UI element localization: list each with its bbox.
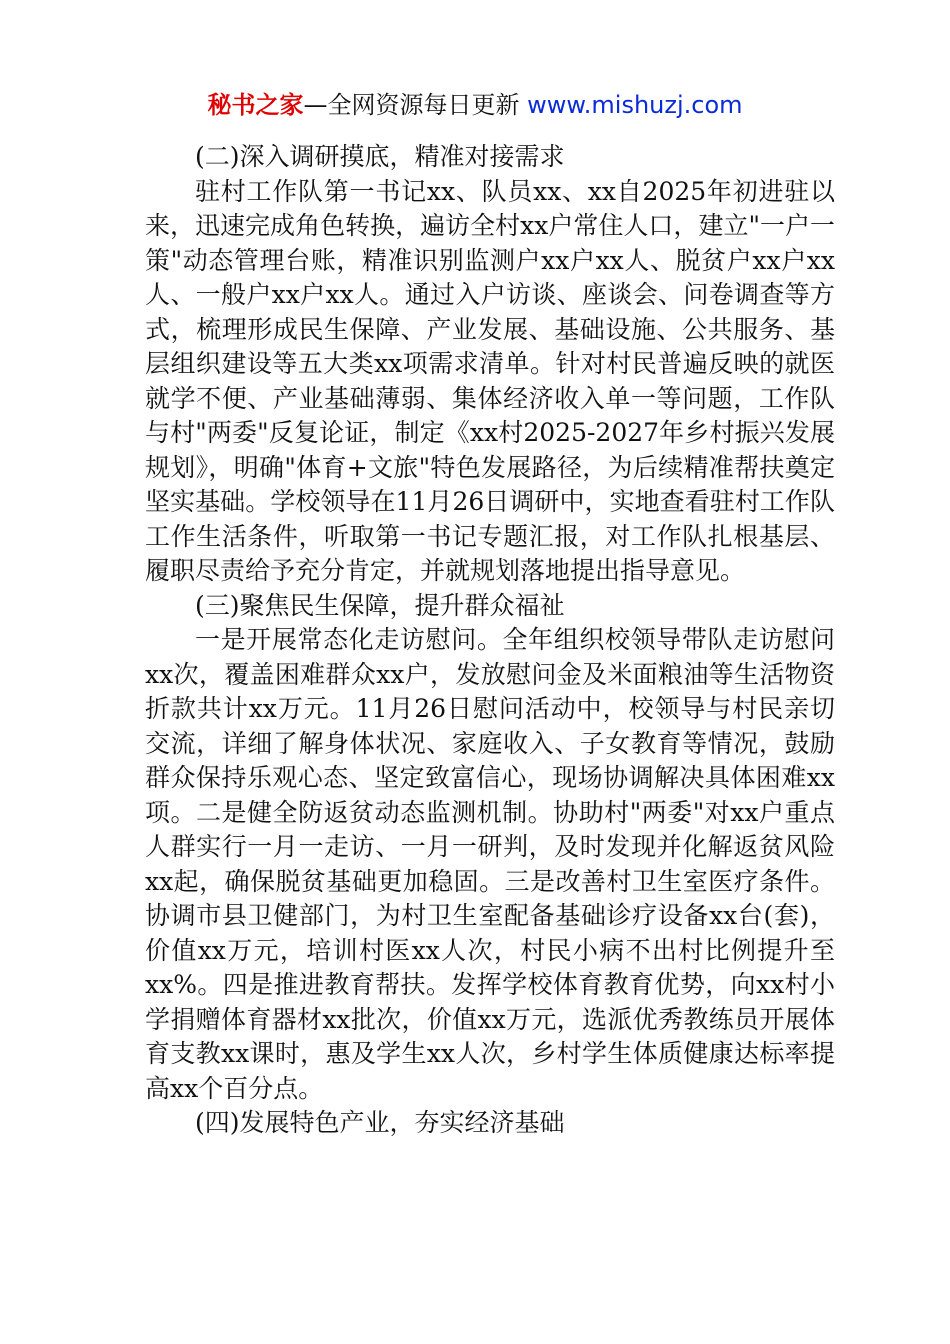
section-heading-2: (二)深入调研摸底，精准对接需求 <box>195 142 565 171</box>
site-header <box>0 88 950 122</box>
header-tagline: —全网资源每日更新 <box>303 91 520 119</box>
section-heading-3: (三)聚焦民生保障，提升群众福祉 <box>195 590 565 620</box>
section-paragraph-3: 一是开展常态化走访慰问。全年组织校领导带队走访慰问xx次，覆盖困难群众xx户，发放慰问金及米面粮油等生活物资折款共计xx万元。11月26日慰问活动中，校领导与村民亲切交流，详细了解身体状况、家庭收入、子女教育等情况，鼓励群众保持乐观心态、坚定致富信心，现场协调解决具体困难xx项。二是健全防返贫动态监测机制。协助村"两委"对xx户重点人群实行一月一走访、一月一研判，及时发现并化解返贫风险xx起，确保脱贫基础更加稳固。三是改善村卫生室医疗条件。协调市县卫健部门，为村卫生室配备基础诊疗设备xx台(套)，价值xx万元，培训村医xx人次，村民小病不出村比例提升至xx%。四是推进教育帮扶。发挥学校体育教育优势，向xx村小学捐赠体育器材xx批次，价值xx万元，选派优秀教练员开展体育支教xx课时，惠及学生xx人次，乡村学生体质健康达标率提高xx个百分点。 <box>145 625 835 1103</box>
brand-name: 秘书之家 <box>207 91 304 119</box>
section-paragraph-2: 驻村工作队第一书记xx、队员xx、xx自2025年初进驻以来，迅速完成角色转换，遍访全村xx户常住人口，建立"一户一策"动态管理台账，精准识别监测户xx户xx人、脱贫户xx户xx人、一般户xx户xx人。通过入户访谈、座谈会、问卷调查等方式，梳理形成民生保障、产业发展、基础设施、公共服务、基层组织建设等五大类xx项需求清单。针对村民普遍反映的就医就学不便、产业基础薄弱、集体经济收入单一等问题，工作队与村"两委"反复论证，制定《xx村2025-2027年乡村振兴发展规划》，明确"体育+文旅"特色发展路径，为后续精准帮扶奠定坚实基础。学校领导在11月26日调研中，实地查看驻村工作队工作生活条件，听取第一书记专题汇报，对工作队扎根基层、履职尽责给予充分肯定，并就规划落地提出指导意见。 <box>145 176 835 585</box>
document-body <box>145 140 835 1141</box>
site-url-link[interactable]: www.mishuzj.com <box>527 91 743 119</box>
section-heading-4: (四)发展特色产业，夯实经济基础 <box>195 1108 565 1137</box>
